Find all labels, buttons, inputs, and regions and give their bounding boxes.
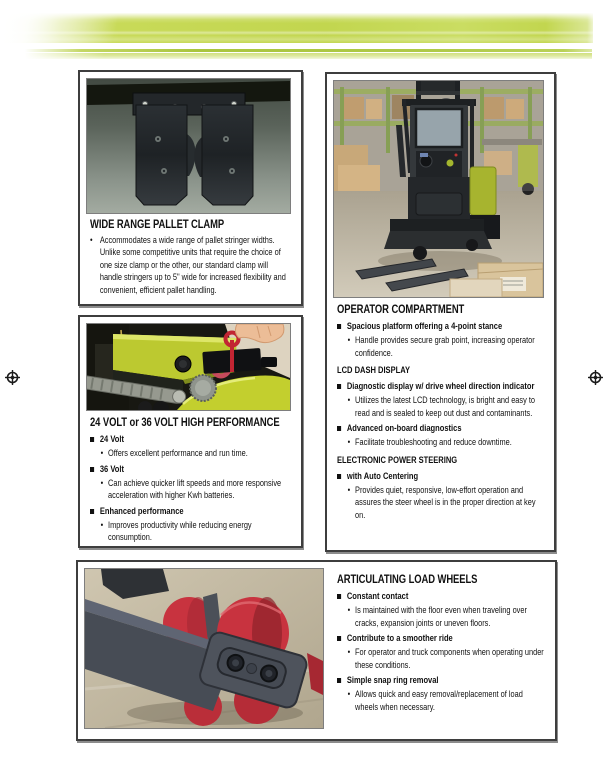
section-title: ARTICULATING LOAD WHEELS xyxy=(337,574,478,586)
square-bullet-icon xyxy=(337,636,341,641)
feature-label: Diagnostic display w/ drive wheel direction indicator xyxy=(346,381,535,391)
round-bullet-icon: • xyxy=(347,335,351,345)
section-title: OPERATOR COMPARTMENT xyxy=(337,304,465,316)
round-bullet-icon: • xyxy=(100,519,104,530)
feature-detail-text: For operator and truck components when operating under these conditions. xyxy=(355,647,544,670)
square-bullet-icon xyxy=(337,324,341,329)
square-bullet-icon xyxy=(337,474,341,479)
panel-voltage xyxy=(78,315,303,548)
feature-detail-text: Provides quiet, responsive, low-effort operation and assures the steer wheel is in the proper direction at key on. xyxy=(355,484,536,520)
bullet-paragraph xyxy=(90,234,287,296)
feature-label: with Auto Centering xyxy=(346,470,419,481)
round-bullet-icon: • xyxy=(347,437,351,447)
square-bullet-icon xyxy=(90,509,94,514)
feature-item xyxy=(90,433,287,446)
square-bullet-icon xyxy=(337,678,341,683)
square-bullet-icon xyxy=(90,437,94,442)
section-title: WIDE RANGE PALLET CLAMP xyxy=(90,219,225,231)
panel-load-wheels xyxy=(76,560,557,741)
feature-label: Constant contact xyxy=(346,591,409,601)
bullet-text: Accommodates a wide range of pallet stringer widths. Unlike some competitive units that require the choice of one size clamp or the other, our standard clamp will handle stringers up to 5" wide for increased flexibility and convenient, efficient pallet handling. xyxy=(99,235,286,295)
feature-detail xyxy=(90,477,287,502)
feature-item xyxy=(337,470,542,483)
round-bullet-icon: • xyxy=(90,235,93,245)
feature-detail xyxy=(337,604,547,629)
round-bullet-icon: • xyxy=(347,395,351,405)
feature-detail xyxy=(90,447,287,460)
feature-item xyxy=(337,674,547,687)
header-stripe-thin xyxy=(25,49,592,52)
feature-detail-text: Handle provides secure grab point, increasing operator confidence. xyxy=(355,335,535,358)
feature-item xyxy=(90,505,287,518)
pallet-clamp-text xyxy=(90,218,287,296)
feature-detail xyxy=(337,484,542,522)
square-bullet-icon xyxy=(90,467,94,472)
square-bullet-icon xyxy=(337,384,341,389)
round-bullet-icon: • xyxy=(100,448,104,458)
feature-detail xyxy=(337,394,542,419)
feature-label: 36 Volt xyxy=(99,463,124,474)
square-bullet-icon xyxy=(337,426,341,431)
pallet-clamp-photo xyxy=(87,79,290,213)
header-stripe-soft xyxy=(25,53,592,59)
feature-detail-text: Offers excellent performance and run time. xyxy=(108,448,248,458)
feature-detail-text: Utilizes the latest LCD technology, is bright and easy to read and is sealed to keep out dust and contaminants. xyxy=(355,395,535,418)
feature-label: Enhanced performance xyxy=(99,505,184,516)
round-bullet-icon: • xyxy=(347,689,351,699)
round-bullet-icon: • xyxy=(347,484,351,495)
feature-item xyxy=(337,632,547,645)
round-bullet-icon: • xyxy=(100,477,104,488)
round-bullet-icon: • xyxy=(347,605,351,615)
subsection-heading: LCD DASH DISPLAY xyxy=(337,365,410,375)
feature-detail-text: Facilitate troubleshooting and reduce downtime. xyxy=(355,437,512,447)
feature-detail-text: Is maintained with the floor even when traveling over cracks, expansion joints or uneven floors. xyxy=(355,605,527,628)
order-picker-truck-photo xyxy=(334,81,543,297)
operator-text xyxy=(337,303,542,521)
feature-detail xyxy=(337,646,547,671)
feature-item xyxy=(337,590,547,603)
registration-mark-icon xyxy=(588,370,603,385)
feature-label: Simple snap ring removal xyxy=(346,675,439,685)
load-wheels-text xyxy=(337,573,547,713)
feature-item xyxy=(337,320,542,333)
voltage-text xyxy=(90,416,287,544)
feature-detail xyxy=(90,519,287,544)
feature-detail-text: Can achieve quicker lift speeds and more responsive acceleration with higher Kwh batteries. xyxy=(108,477,282,500)
round-bullet-icon: • xyxy=(347,647,351,657)
feature-detail xyxy=(337,436,542,449)
square-bullet-icon xyxy=(337,594,341,599)
battery-compartment-photo xyxy=(87,324,290,410)
section-title: 24 VOLT or 36 VOLT HIGH PERFORMANCE xyxy=(90,417,280,429)
panel-pallet-clamp xyxy=(78,70,303,306)
feature-item xyxy=(337,422,542,435)
feature-label: 24 Volt xyxy=(99,434,124,444)
load-wheels-photo xyxy=(85,569,323,728)
feature-detail-text: Allows quick and easy removal/replacement of load wheels when necessary. xyxy=(355,689,523,712)
feature-detail xyxy=(337,688,547,713)
feature-label: Spacious platform offering a 4-point stance xyxy=(346,321,503,331)
header-stripe-main xyxy=(0,13,593,43)
feature-detail xyxy=(337,334,542,359)
registration-mark-icon xyxy=(5,370,20,385)
panel-operator-compartment xyxy=(325,72,556,552)
feature-item xyxy=(90,463,287,476)
feature-detail-text: Improves productivity while reducing energy consumption. xyxy=(108,519,252,542)
feature-item xyxy=(337,380,542,393)
feature-label: Contribute to a smoother ride xyxy=(346,633,453,643)
feature-label: Advanced on-board diagnostics xyxy=(346,423,462,433)
subsection-heading: ELECTRONIC POWER STEERING xyxy=(337,454,458,465)
